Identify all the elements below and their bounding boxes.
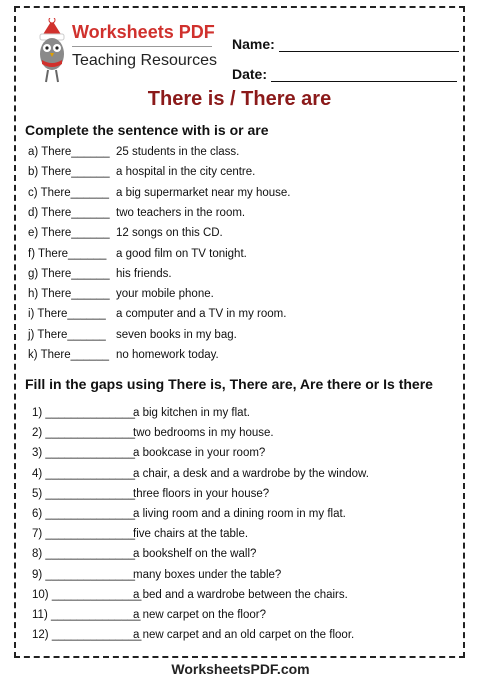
item-label[interactable]: j) There______ bbox=[28, 328, 106, 341]
worksheet-frame bbox=[14, 6, 465, 658]
item-text: two teachers in the room. bbox=[116, 206, 246, 219]
list-item bbox=[28, 308, 287, 321]
section1-heading: Complete the sentence with is or are bbox=[25, 122, 269, 138]
item-text: a bookshelf on the wall? bbox=[133, 548, 257, 561]
item-text: a bed and a wardrobe between the chairs. bbox=[133, 588, 348, 601]
list-item bbox=[32, 588, 348, 601]
footer-site: WorksheetsPDF.com bbox=[171, 661, 310, 677]
brand-divider bbox=[72, 46, 212, 47]
item-text: a computer and a TV in my room. bbox=[116, 308, 287, 321]
section2-heading: Fill in the gaps using There is, There are, Are there or Is there bbox=[25, 376, 433, 392]
list-item bbox=[32, 467, 369, 480]
page-title: There is / There are bbox=[147, 88, 332, 110]
list-item bbox=[32, 447, 266, 460]
list-item bbox=[32, 548, 257, 561]
item-text: a chair, a desk and a wardrobe by the window. bbox=[133, 467, 369, 480]
item-text: a bookcase in your room? bbox=[133, 447, 266, 460]
list-item bbox=[28, 227, 223, 240]
list-item bbox=[32, 508, 346, 520]
item-label[interactable]: f) There______ bbox=[28, 247, 107, 260]
item-label[interactable]: 10) ______________ bbox=[32, 588, 142, 601]
item-label[interactable]: k) There______ bbox=[28, 349, 109, 361]
name-field[interactable] bbox=[232, 22, 459, 52]
item-label[interactable]: h) There______ bbox=[28, 288, 110, 301]
name-label: Name: bbox=[232, 36, 275, 52]
item-text: your mobile phone. bbox=[116, 288, 214, 301]
item-label[interactable]: 2) ______________ bbox=[32, 427, 135, 440]
item-text: a new carpet and an old carpet on the floor. bbox=[133, 629, 355, 642]
list-item bbox=[28, 146, 240, 158]
list-item bbox=[28, 206, 246, 219]
item-text: 25 students in the class. bbox=[116, 146, 240, 158]
item-text: a hospital in the city centre. bbox=[116, 166, 256, 179]
list-item bbox=[32, 407, 250, 419]
item-label[interactable]: 5) ______________ bbox=[32, 487, 135, 500]
item-text: a big kitchen in my flat. bbox=[133, 407, 250, 419]
item-label[interactable]: 8) ______________ bbox=[32, 548, 135, 561]
item-text: a big supermarket near my house. bbox=[116, 186, 291, 199]
item-label[interactable]: c) There______ bbox=[28, 186, 109, 199]
item-label[interactable]: g) There______ bbox=[28, 267, 110, 280]
date-label: Date: bbox=[232, 66, 268, 82]
item-text: three floors in your house? bbox=[133, 487, 270, 500]
list-item bbox=[28, 288, 214, 301]
item-text: seven books in my bag. bbox=[116, 328, 237, 341]
list-item bbox=[28, 166, 256, 179]
list-item bbox=[28, 247, 247, 260]
item-label[interactable]: 3) ______________ bbox=[32, 447, 135, 460]
list-item bbox=[28, 186, 291, 199]
list-item bbox=[28, 267, 172, 280]
item-label[interactable]: 1) ______________ bbox=[32, 407, 135, 419]
list-item bbox=[32, 427, 274, 440]
item-text: no homework today. bbox=[116, 349, 219, 361]
list-item bbox=[32, 487, 270, 500]
item-label[interactable]: b) There______ bbox=[28, 166, 110, 179]
item-text: a good film on TV tonight. bbox=[116, 247, 247, 260]
logo bbox=[20, 16, 220, 84]
item-label[interactable]: 9) ______________ bbox=[32, 568, 135, 581]
student-fields bbox=[232, 22, 459, 82]
item-text: his friends. bbox=[116, 267, 172, 280]
item-label[interactable]: 12) ______________ bbox=[32, 629, 142, 642]
list-item bbox=[28, 349, 219, 361]
item-text: a living room and a dining room in my flat. bbox=[133, 508, 346, 520]
brand-name: Worksheets PDF bbox=[72, 22, 215, 42]
brand-subtitle: Teaching Resources bbox=[72, 52, 217, 69]
owl-mascot-icon bbox=[34, 18, 70, 84]
item-label[interactable]: e) There______ bbox=[28, 227, 110, 240]
list-item bbox=[32, 528, 249, 541]
list-item bbox=[32, 568, 282, 581]
item-label[interactable]: 4) ______________ bbox=[32, 467, 135, 480]
date-line[interactable] bbox=[271, 67, 457, 82]
item-label[interactable]: 6) ______________ bbox=[32, 508, 135, 520]
item-label[interactable]: 11) ______________ bbox=[32, 609, 141, 621]
item-label[interactable]: d) There______ bbox=[28, 206, 110, 219]
item-text: a new carpet on the floor? bbox=[133, 609, 266, 621]
date-field[interactable] bbox=[232, 52, 459, 82]
item-label[interactable]: a) There______ bbox=[28, 146, 110, 158]
list-item bbox=[32, 629, 355, 642]
item-text: 12 songs on this CD. bbox=[116, 227, 223, 240]
item-label[interactable]: 7) ______________ bbox=[32, 528, 135, 541]
list-item bbox=[32, 609, 266, 621]
item-text: two bedrooms in my house. bbox=[133, 427, 274, 440]
item-text: many boxes under the table? bbox=[133, 568, 282, 581]
item-text: five chairs at the table. bbox=[133, 528, 249, 541]
item-label[interactable]: i) There______ bbox=[28, 308, 106, 321]
list-item bbox=[28, 328, 237, 341]
name-line[interactable] bbox=[279, 37, 459, 52]
